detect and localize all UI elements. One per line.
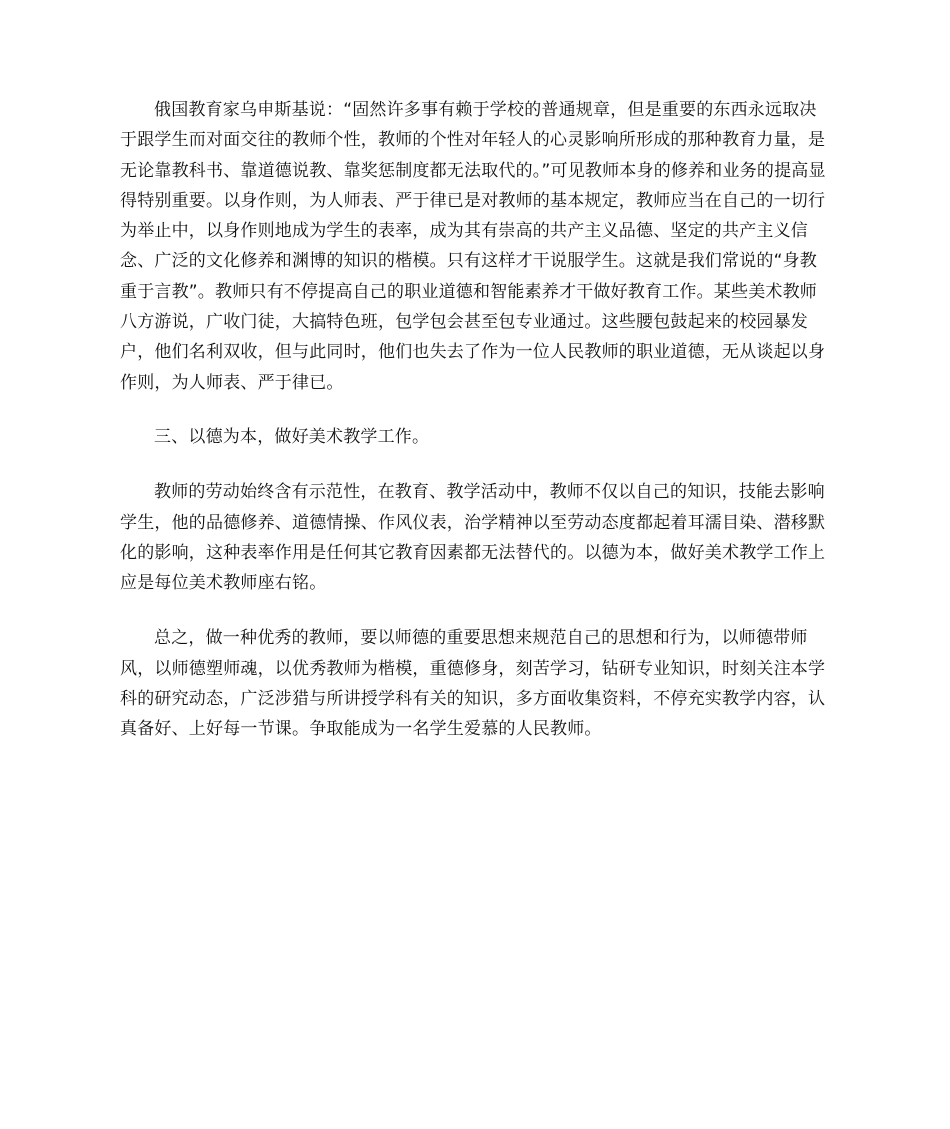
document-page (120, 95, 832, 745)
paragraph-ushinsky-quote: 俄国教育家乌申斯基说：“固然许多事有赖于学校的普通规章，但是重要的东西永远取决于跟学生而对面交往的教师个性，教师的个性对年轻人的心灵影响所形成的那种教育力量，是无论靠教科书、靠道德说教、靠奖惩制度都无法取代的。”可见教师本身的修养和业务的提高显得特别重要。以身作则，为人师表、严于律已是对教师的基本规定，教师应当在自己的一切行为举止中，以身作则地成为学生的表率，成为其有崇高的共产主义品德、坚定的共产主义信念、广泛的文化修养和渊博的知识的楷模。只有这样才干说服学生。这就是我们常说的“身教重于言教”。教师只有不停提高自己的职业道德和智能素养才干做好教育工作。某些美术教师八方游说，广收门徒，大搞特色班，包学包会甚至包专业通过。这些腰包鼓起来的校园暴发户，他们名利双收，但与此同时，他们也失去了作为一位人民教师的职业道德，无从谈起以身作则，为人师表、严于律已。 (120, 100, 826, 393)
paragraph-exemplary-labor: 教师的劳动始终含有示范性，在教育、教学活动中，教师不仅以自己的知识，技能去影响学生，他的品德修养、道德情操、作风仪表，治学精神以至劳动态度都起着耳濡目染、潜移默化的影响，这种表率作用是任何其它教育因素都无法替代的。以德为本，做好美术教学工作上应是每位美术教师座右铭。 (120, 482, 826, 594)
section-heading-three: 三、以德为本，做好美术教学工作。 (154, 426, 430, 447)
paragraph-conclusion: 总之，做一种优秀的教师，要以师德的重要思想来规范自己的思想和行为，以师德带师风，以师德塑师魂，以优秀教师为楷模，重德修身，刻苦学习，钻研专业知识，时刻关注本学科的研究动态，广泛涉猎与所讲授学科有关的知识，多方面收集资料，不停充实教学内容，认真备好、上好每一节课。争取能成为一名学生爱慕的人民教师。 (120, 628, 826, 740)
